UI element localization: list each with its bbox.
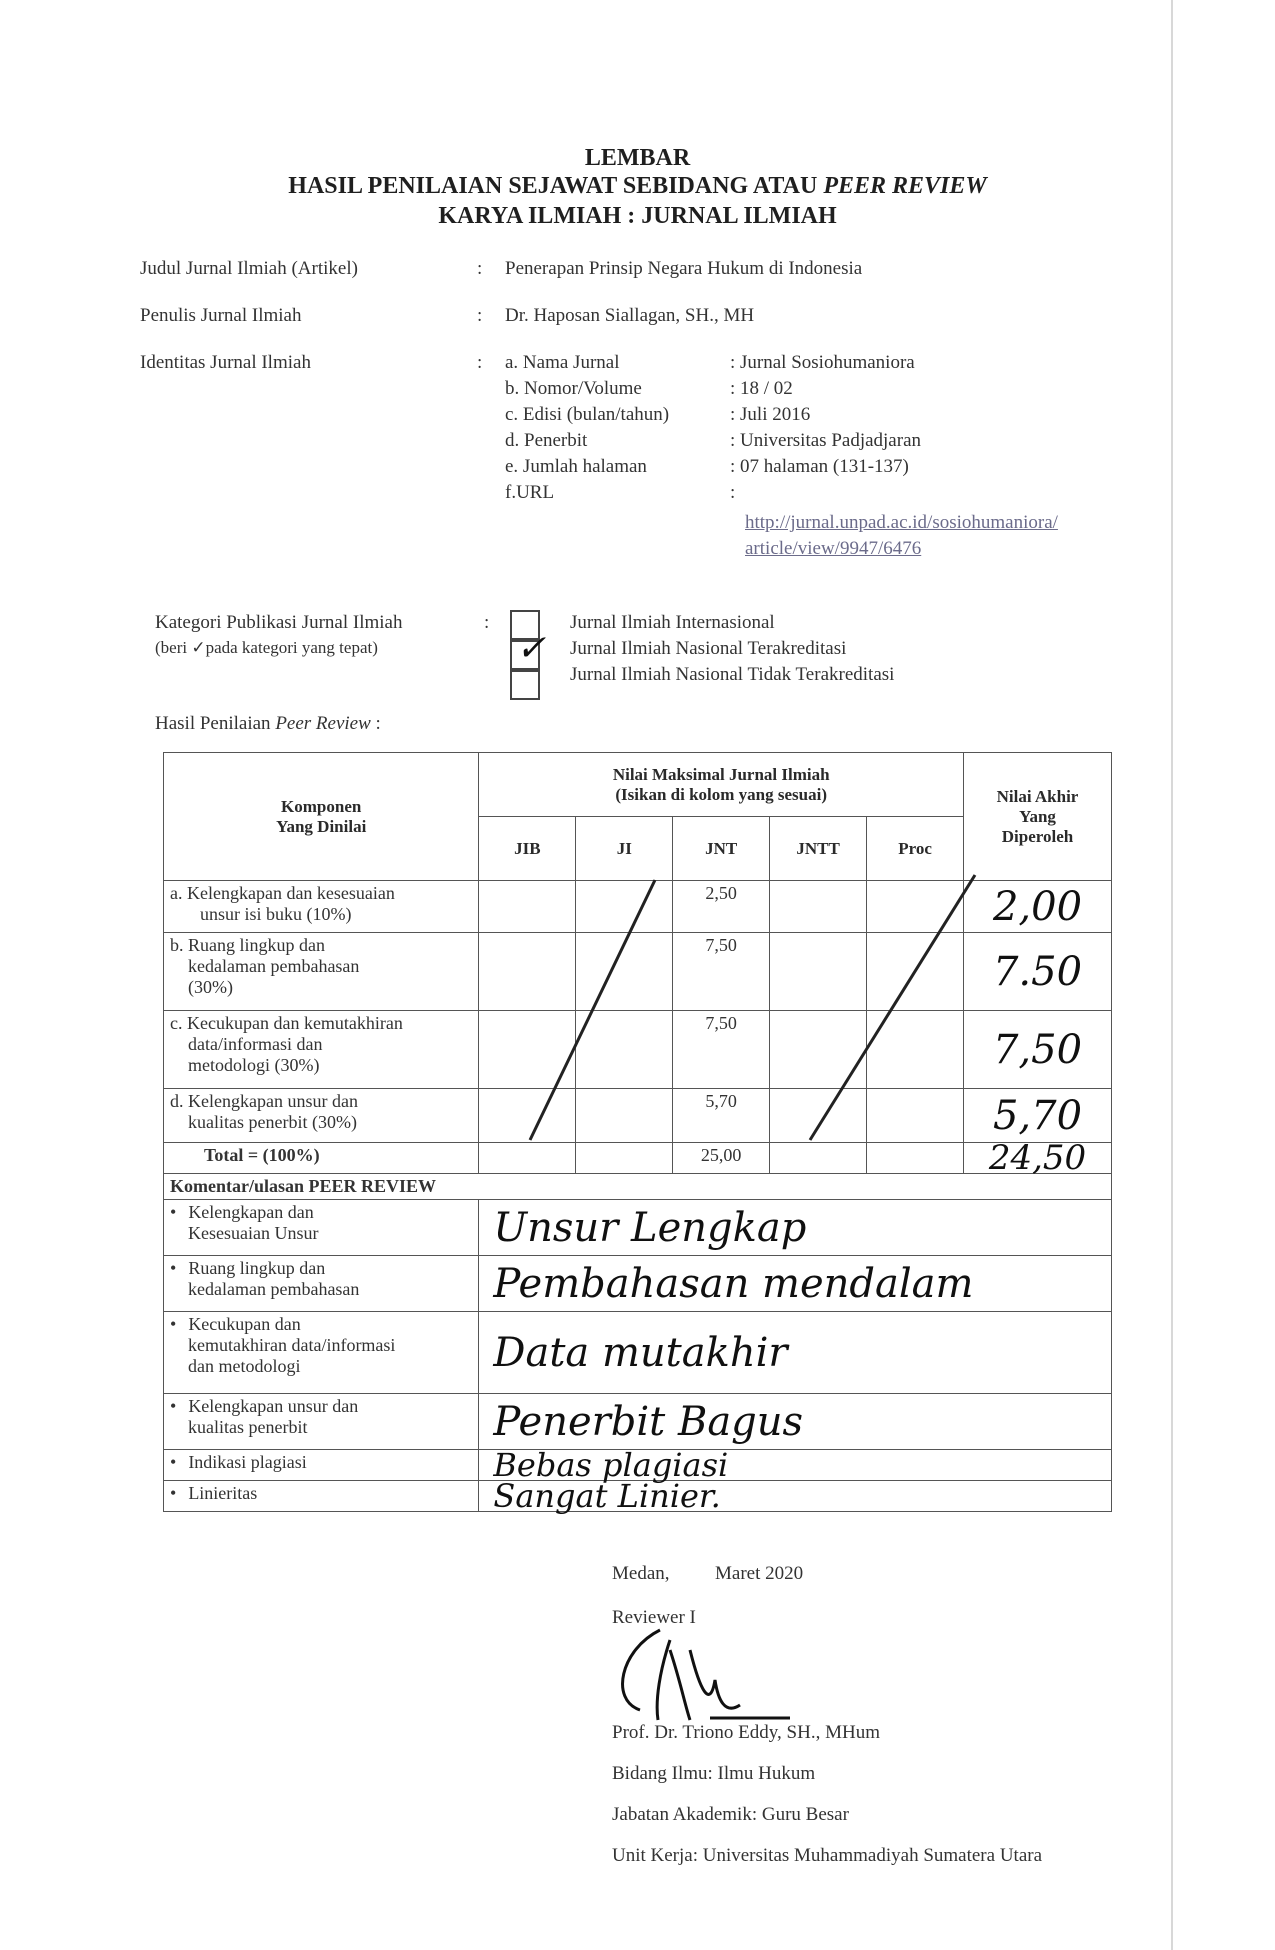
comment-topic: • Linieritas [164, 1481, 479, 1512]
identitas-item-value: : Juli 2016 [730, 404, 811, 425]
hasil-label: Hasil Penilaian Peer Review : [155, 713, 381, 734]
kategori-option: Jurnal Ilmiah Nasional Tidak Terakreditasi [570, 664, 895, 685]
comment-topic: • Kecukupan dan kemutakhiran data/informasi dan metodologi [164, 1312, 479, 1394]
komponen-cell: c. Kecukupan dan kemutakhiran data/informasi dan metodologi (30%) [164, 1011, 479, 1089]
penulis-label: Penulis Jurnal Ilmiah [140, 305, 302, 326]
kategori-colon: : [484, 612, 490, 633]
kategori-option: Jurnal Ilmiah Nasional Terakreditasi [570, 638, 847, 659]
identitas-item-label: b. Nomor/Volume [505, 378, 642, 399]
sign-city: Medan, [612, 1563, 670, 1584]
reviewer-unit: Unit Kerja: Universitas Muhammadiyah Sumatera Utara [612, 1845, 1043, 1866]
url-link-line1[interactable]: http://jurnal.unpad.ac.id/sosiohumaniora/ [745, 512, 1058, 533]
comment-topic: • Kelengkapan unsur dan kualitas penerbit [164, 1394, 479, 1450]
judul-colon: : [477, 258, 483, 279]
identitas-item-value: : Jurnal Sosiohumaniora [730, 352, 915, 373]
komponen-header: Komponen Yang Dinilai [164, 753, 479, 881]
komponen-cell: b. Ruang lingkup dan kedalaman pembahasan (30%) [164, 933, 479, 1011]
comment-topic: • Kelengkapan dan Kesesuaian Unsur [164, 1200, 479, 1256]
reviewer-jabatan: Jabatan Akademik: Guru Besar [612, 1804, 849, 1825]
sign-date: Maret 2020 [715, 1563, 804, 1584]
col-jib: JIB [479, 817, 576, 881]
comment-text: Unsur Lengkap [479, 1200, 1112, 1256]
final-score: 2,00 [964, 881, 1112, 933]
identitas-item-label: f.URL [505, 482, 555, 503]
url-link-line2[interactable]: article/view/9947/6476 [745, 538, 922, 559]
final-score: 7.50 [964, 933, 1112, 1011]
identitas-item-label: e. Jumlah halaman [505, 456, 647, 477]
title-lembar: LEMBAR [584, 145, 691, 171]
strike-line-proc [810, 875, 975, 1140]
col-proc: Proc [867, 817, 964, 881]
sign-role: Reviewer I [612, 1607, 696, 1628]
comment-topic: • Indikasi plagiasi [164, 1450, 479, 1481]
nilai-akhir-header: Nilai Akhir Yang Diperoleh [964, 753, 1112, 881]
kategori-label: Kategori Publikasi Jurnal Ilmiah [155, 612, 403, 633]
identitas-item-label: a. Nama Jurnal [505, 352, 620, 373]
jnt-value: 7,50 [673, 1011, 770, 1089]
identitas-item-value: : [730, 482, 736, 503]
identitas-colon: : [477, 352, 483, 373]
total-jnt: 25,00 [673, 1143, 770, 1174]
nilai-maksimal-header: Nilai Maksimal Jurnal Ilmiah (Isikan di kolom yang sesuai) [479, 753, 964, 817]
col-jnt: JNT [673, 817, 770, 881]
comment-text: Penerbit Bagus [479, 1394, 1112, 1450]
komponen-cell: a. Kelengkapan dan kesesuaian unsur isi buku (10%) [164, 881, 479, 933]
jnt-value: 5,70 [673, 1089, 770, 1143]
comment-text: Data mutakhir [479, 1312, 1112, 1394]
comment-topic: • Ruang lingkup dan kedalaman pembahasan [164, 1256, 479, 1312]
penulis-value: Dr. Haposan Siallagan, SH., MH [505, 305, 755, 326]
reviewer-bidang: Bidang Ilmu: Ilmu Hukum [612, 1763, 816, 1784]
strike-line-ji [530, 880, 655, 1140]
col-ji: JI [576, 817, 673, 881]
check-mark: ✓ [516, 628, 547, 669]
title-karya: KARYA ILMIAH : JURNAL ILMIAH [438, 203, 837, 229]
identitas-label: Identitas Jurnal Ilmiah [140, 352, 311, 373]
kategori-option: Jurnal Ilmiah Internasional [570, 612, 775, 633]
jnt-value: 2,50 [673, 881, 770, 933]
identitas-item-value: : 07 halaman (131-137) [730, 456, 909, 477]
identitas-item-value: : Universitas Padjadjaran [730, 430, 922, 451]
total-final: 24,50 [964, 1143, 1112, 1174]
komponen-cell: d. Kelengkapan unsur dan kualitas penerbit (30%) [164, 1089, 479, 1143]
final-score: 7,50 [964, 1011, 1112, 1089]
comment-text: Pembahasan mendalam [479, 1256, 1112, 1312]
komentar-header: Komentar/ulasan PEER REVIEW [164, 1174, 1112, 1200]
reviewer-name: Prof. Dr. Triono Eddy, SH., MHum [612, 1722, 880, 1743]
total-label: Total = (100%) [164, 1143, 479, 1174]
judul-value: Penerapan Prinsip Negara Hukum di Indonesia [505, 258, 863, 279]
identitas-item-label: d. Penerbit [505, 430, 588, 451]
identitas-item-value: : 18 / 02 [730, 378, 793, 399]
penulis-colon: : [477, 305, 483, 326]
comment-text: Bebas plagiasi [479, 1450, 1112, 1481]
identitas-item-label: c. Edisi (bulan/tahun) [505, 404, 670, 425]
title-hasil: HASIL PENILAIAN SEJAWAT SEBIDANG ATAU PEER REVIEW [288, 173, 987, 199]
signature-image [600, 1610, 800, 1740]
final-score: 5,70 [964, 1089, 1112, 1143]
col-jntt: JNTT [770, 817, 867, 881]
judul-label: Judul Jurnal Ilmiah (Artikel) [140, 258, 358, 279]
comment-text: Sangat Linier. [479, 1481, 1112, 1512]
jnt-value: 7,50 [673, 933, 770, 1011]
kategori-hint: (beri ✓pada kategori yang tepat) [155, 638, 378, 657]
